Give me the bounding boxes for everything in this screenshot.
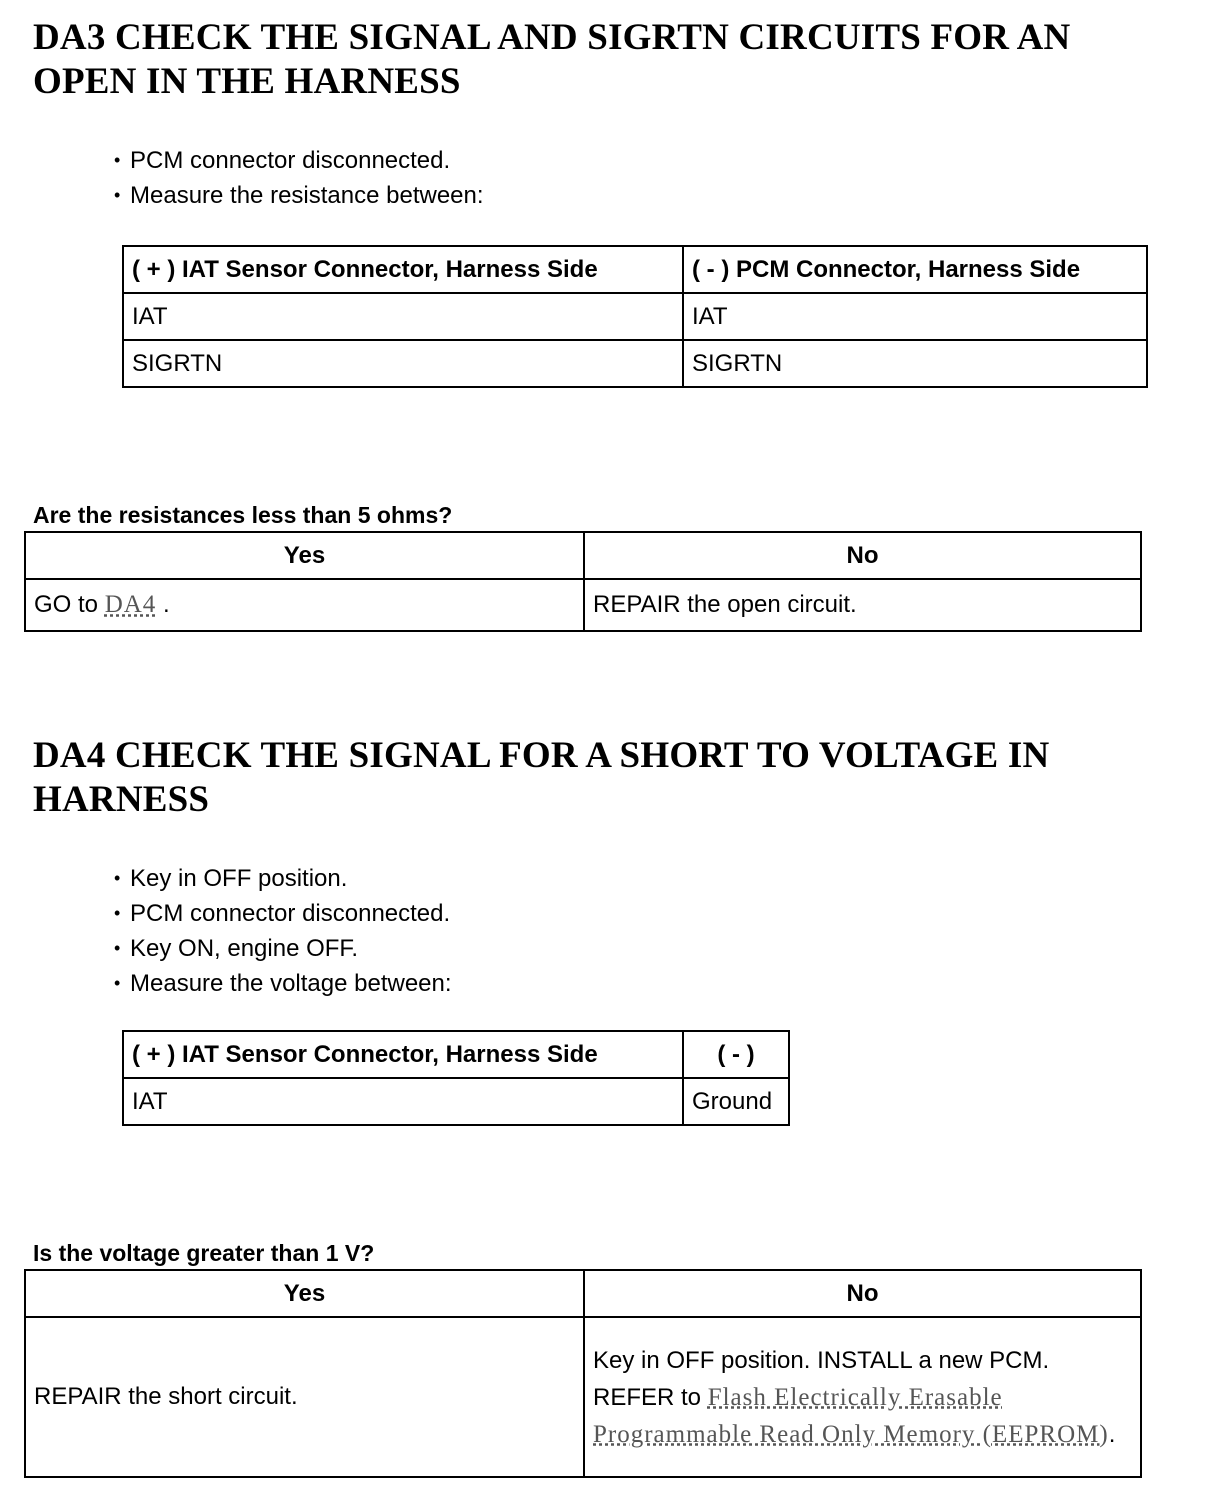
no-cell bbox=[584, 1317, 1141, 1477]
no-suffix: . bbox=[1108, 1420, 1116, 1448]
table-cell: SIGRTN bbox=[123, 340, 683, 387]
list-item: • PCM connector disconnected. bbox=[114, 897, 452, 932]
da3-answer-table bbox=[24, 531, 1142, 632]
yes-prefix: GO to bbox=[34, 591, 99, 618]
table-header: ( - ) bbox=[683, 1031, 789, 1078]
list-item: • Measure the resistance between: bbox=[114, 179, 484, 214]
table-cell: IAT bbox=[123, 1078, 683, 1125]
list-item: • PCM connector disconnected. bbox=[114, 144, 484, 179]
table-header: ( + ) IAT Sensor Connector, Harness Side bbox=[123, 246, 683, 293]
table-row bbox=[123, 340, 1147, 387]
no-refer-line bbox=[593, 1379, 1132, 1453]
table-row bbox=[123, 1078, 789, 1125]
no-header: No bbox=[584, 1270, 1141, 1317]
da3-bullet-list bbox=[114, 144, 484, 214]
da4-bullet-list bbox=[114, 862, 452, 1002]
no-line-1: Key in OFF position. INSTALL a new PCM. bbox=[593, 1346, 1050, 1374]
yes-header: Yes bbox=[25, 1270, 584, 1317]
table-cell: IAT bbox=[683, 293, 1147, 340]
yes-cell: REPAIR the short circuit. bbox=[25, 1317, 584, 1477]
da4-link[interactable]: DA4 bbox=[104, 591, 157, 618]
da3-question: Are the resistances less than 5 ohms? bbox=[33, 502, 453, 528]
table-cell: Ground bbox=[683, 1078, 789, 1125]
refer-text: REFER to bbox=[593, 1383, 702, 1411]
list-item: • Key ON, engine OFF. bbox=[114, 932, 452, 967]
yes-header: Yes bbox=[25, 532, 584, 579]
table-cell: IAT bbox=[123, 293, 683, 340]
da3-heading: DA3 CHECK THE SIGNAL AND SIGRTN CIRCUITS FOR AN OPEN IN THE HARNESS bbox=[33, 17, 1071, 102]
list-item: • Key in OFF position. bbox=[114, 862, 452, 897]
da4-voltage-table bbox=[122, 1030, 790, 1126]
da4-answer-table bbox=[24, 1269, 1142, 1478]
table-header: ( - ) PCM Connector, Harness Side bbox=[683, 246, 1147, 293]
yes-cell bbox=[25, 579, 584, 631]
table-row bbox=[25, 579, 1141, 631]
no-cell: REPAIR the open circuit. bbox=[584, 579, 1141, 631]
table-cell: SIGRTN bbox=[683, 340, 1147, 387]
eeprom-link[interactable]: Flash Electrically Erasable Programmable Read Only Memory (EEPROM) bbox=[593, 1383, 1109, 1448]
table-header: ( + ) IAT Sensor Connector, Harness Side bbox=[123, 1031, 683, 1078]
da3-resistance-table bbox=[122, 245, 1148, 388]
da4-question: Is the voltage greater than 1 V? bbox=[33, 1240, 375, 1266]
table-row bbox=[123, 293, 1147, 340]
list-item: • Measure the voltage between: bbox=[114, 967, 452, 1002]
da4-heading: DA4 CHECK THE SIGNAL FOR A SHORT TO VOLTAGE IN HARNESS bbox=[33, 735, 1050, 820]
no-header: No bbox=[584, 532, 1141, 579]
table-row bbox=[25, 1317, 1141, 1477]
yes-suffix: . bbox=[162, 591, 170, 618]
